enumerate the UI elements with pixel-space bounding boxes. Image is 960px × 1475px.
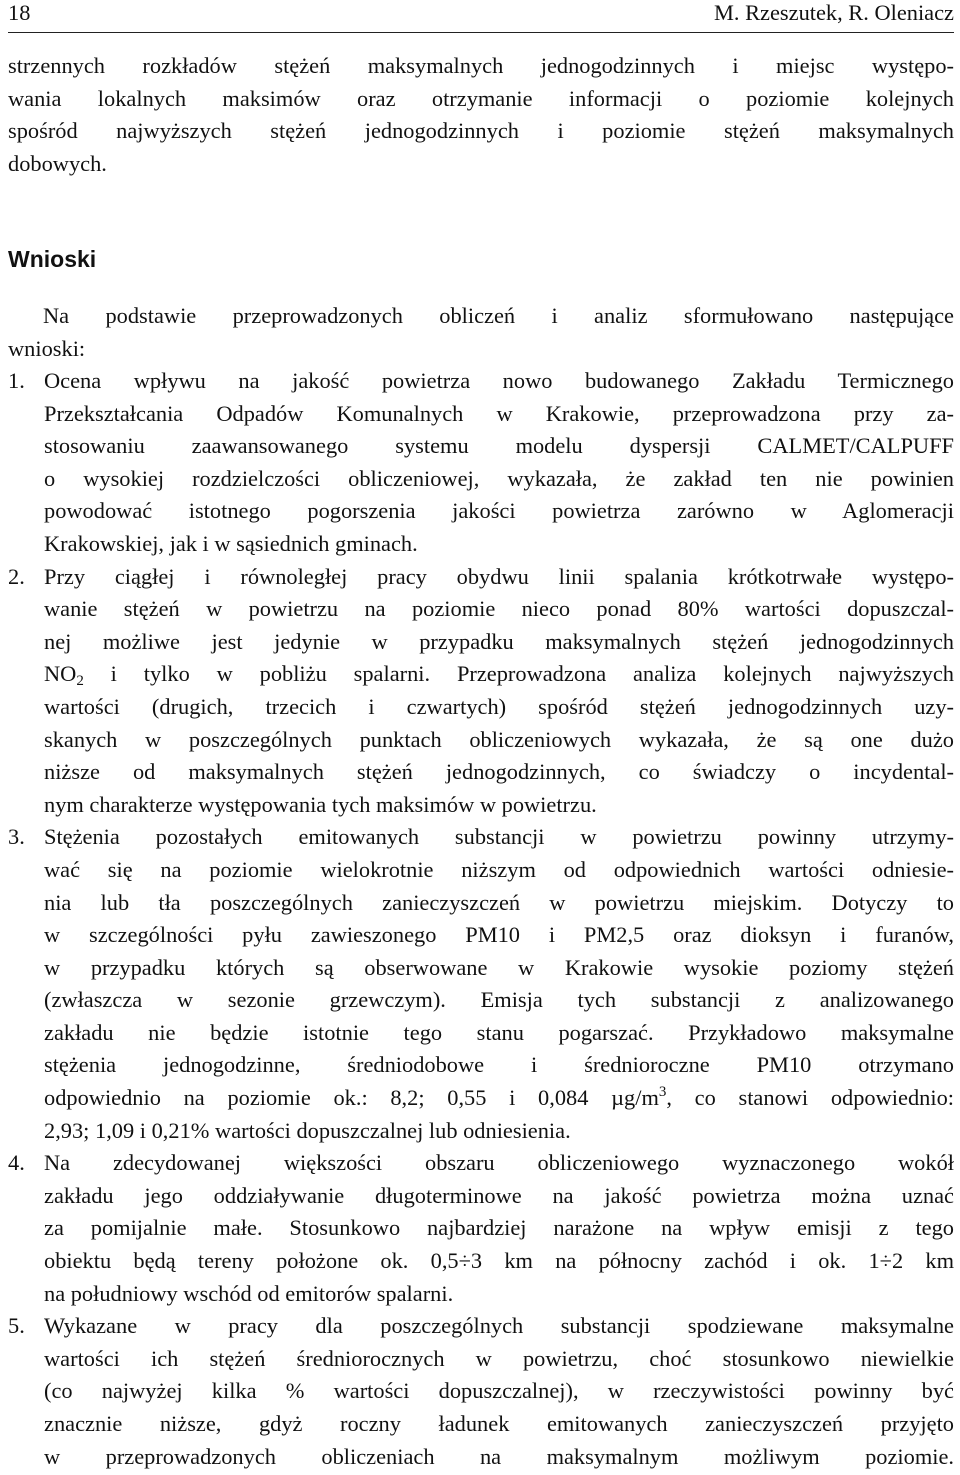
text-line: nej możliwe jest jedynie w przypadku maksymalnych stężeń jednogodzinnych: [44, 628, 954, 654]
conclusion-item-2: [8, 561, 954, 822]
text-line: wartości ich stężeń średniorocznych w powietrzu, choć stosunkowo niewielkie: [44, 1345, 954, 1371]
conclusion-item-5: [8, 1310, 954, 1473]
text-line: Ocena wpływu na jakość powietrza nowo budowanego Zakładu Termicznego: [44, 368, 954, 393]
text-line: Wykazane w pracy dla poszczególnych substancji spodziewane maksymalne: [44, 1313, 954, 1339]
text-line: skanych w poszczególnych punktach obliczeniowych wykazała, że są one dużo: [44, 726, 954, 752]
text-line: stosowaniu zaawansowanego systemu modelu dyspersji CALMET/CALPUFF: [44, 433, 954, 459]
text-line: wanie stężeń w powietrzu na poziomie nieco ponad 80% wartości dopuszczal-: [44, 596, 954, 622]
item-number: 5.: [8, 1313, 25, 1339]
text-line: stężenia jednogodzinne, średniodobowe i średnioroczne PM10 otrzymano: [44, 1052, 954, 1078]
text-line: Na podstawie przeprowadzonych obliczeń i analiz sformułowano następujące: [43, 303, 954, 328]
text-line: Krakowskiej, jak i w sąsiednich gminach.: [44, 530, 418, 556]
text-line: obiektu będą tereny położone ok. 0,5÷3 km na północny zachód i ok. 1÷2 km: [44, 1248, 954, 1274]
text-line: wartości (drugich, trzecich i czwartych) spośród stężeń jednogodzinnych uzy-: [44, 693, 954, 719]
text-line: w przypadku których są obserwowane w Krakowie wysokie poziomy stężeń: [44, 954, 954, 980]
continued-paragraph: [8, 50, 954, 180]
text-line: nym charakterze występowania tych maksimów w powietrzu.: [44, 791, 597, 817]
text-line-unit: [44, 1082, 954, 1115]
text-line: spośród najwyższych stężeń jednogodzinnych i poziomie stężeń maksymalnych: [8, 118, 954, 144]
text-line: wania lokalnych maksimów oraz otrzymanie informacji o poziomie kolejnych: [8, 85, 954, 111]
text-line: zakładu nie będzie istotnie tego stanu pogarszać. Przykładowo maksymalne: [44, 1019, 954, 1045]
text-line: znacznie niższe, gdyż roczny ładunek emitowanych zanieczyszczeń przyjęto: [44, 1411, 954, 1436]
running-head: [8, 0, 954, 33]
item-number: 3.: [8, 824, 25, 850]
unit-line-end: , co stanowi odpowiednio:: [666, 1085, 954, 1111]
conclusion-item-1: [8, 365, 954, 561]
text-line: (zwłaszcza w sezonie grzewczym). Emisja tych substancji z analizowanego: [44, 987, 954, 1013]
text-line: dobowych.: [8, 150, 107, 176]
text-line: Stężenia pozostałych emitowanych substancji w powietrzu powinny utrzymy-: [44, 824, 954, 850]
conclusions-list: [8, 365, 954, 1473]
conclusion-item-4: [8, 1147, 954, 1310]
text-line: powodować istotnego pogorszenia jakości powietrza zarówno w Aglomeracji: [44, 498, 954, 524]
no2-symbol: NO: [44, 661, 77, 687]
item-number: 2.: [8, 563, 25, 589]
text-line: na południowy wschód od emitorów spalarni.: [44, 1280, 454, 1306]
text-line: Na zdecydowanej większości obszaru obliczeniowego wyznaczonego wokół: [44, 1150, 954, 1176]
no2-line-rest: i tylko w pobliżu spalarni. Przeprowadzona analiza kolejnych najwyższych: [83, 661, 954, 687]
text-line-no2: [44, 658, 954, 691]
section-intro: [8, 300, 954, 365]
text-line: Przekształcania Odpadów Komunalnych w Krakowie, przeprowadzona przy za-: [44, 400, 954, 426]
text-line: w przeprowadzonych obliczeniach na maksymalnym możliwym poziomie.: [44, 1443, 954, 1469]
section-heading: Wnioski: [8, 246, 97, 272]
text-line: zakładu jego oddziaływanie długoterminowe na jakość powietrza można uznać: [44, 1182, 954, 1208]
text-line: za pomijalnie małe. Stosunkowo najbardziej narażone na wpływ emisji z tego: [44, 1215, 954, 1241]
text-line: wać się na poziomie wielokrotnie niższym od odpowiednich wartości odniesie-: [44, 856, 954, 882]
text-line: (co najwyżej kilka % wartości dopuszczalnej), w rzeczywistości powinny być: [44, 1378, 954, 1404]
running-head-authors: M. Rzeszutek, R. Oleniacz: [714, 0, 954, 25]
text-line: wnioski:: [8, 335, 86, 361]
no2-subscript: 2: [76, 673, 84, 690]
text-line: nia lub tła poszczególnych zanieczyszczeń w powietrzu miejskim. Dotyczy to: [44, 889, 954, 915]
conclusion-item-3: [8, 821, 954, 1147]
text-line: o wysokiej rozdzielczości obliczeniowej, wykazała, że zakład ten nie powinien: [44, 465, 954, 491]
text-line: niższe od maksymalnych stężeń jednogodzinnych, co świadczy o incydental-: [44, 759, 954, 785]
unit-line-start: odpowiednio na poziomie ok.: 8,2; 0,55 i 0,084 µg/m: [44, 1085, 659, 1111]
unit-superscript: 3: [658, 1084, 667, 1101]
text-line: w szczególności pyłu zawieszonego PM10 i PM2,5 oraz dioksyn i furanów,: [44, 922, 954, 948]
item-number: 4.: [8, 1150, 25, 1176]
text-line: strzennych rozkładów stężeń maksymalnych jednogodzinnych i miejsc występo-: [8, 53, 954, 78]
page-number: 18: [8, 0, 31, 25]
item-number: 1.: [8, 368, 25, 393]
text-line: Przy ciągłej i równoległej pracy obydwu linii spalania krótkotrwałe występo-: [44, 563, 954, 589]
text-line: 2,93; 1,09 i 0,21% wartości dopuszczalnej lub odniesienia.: [44, 1117, 571, 1143]
